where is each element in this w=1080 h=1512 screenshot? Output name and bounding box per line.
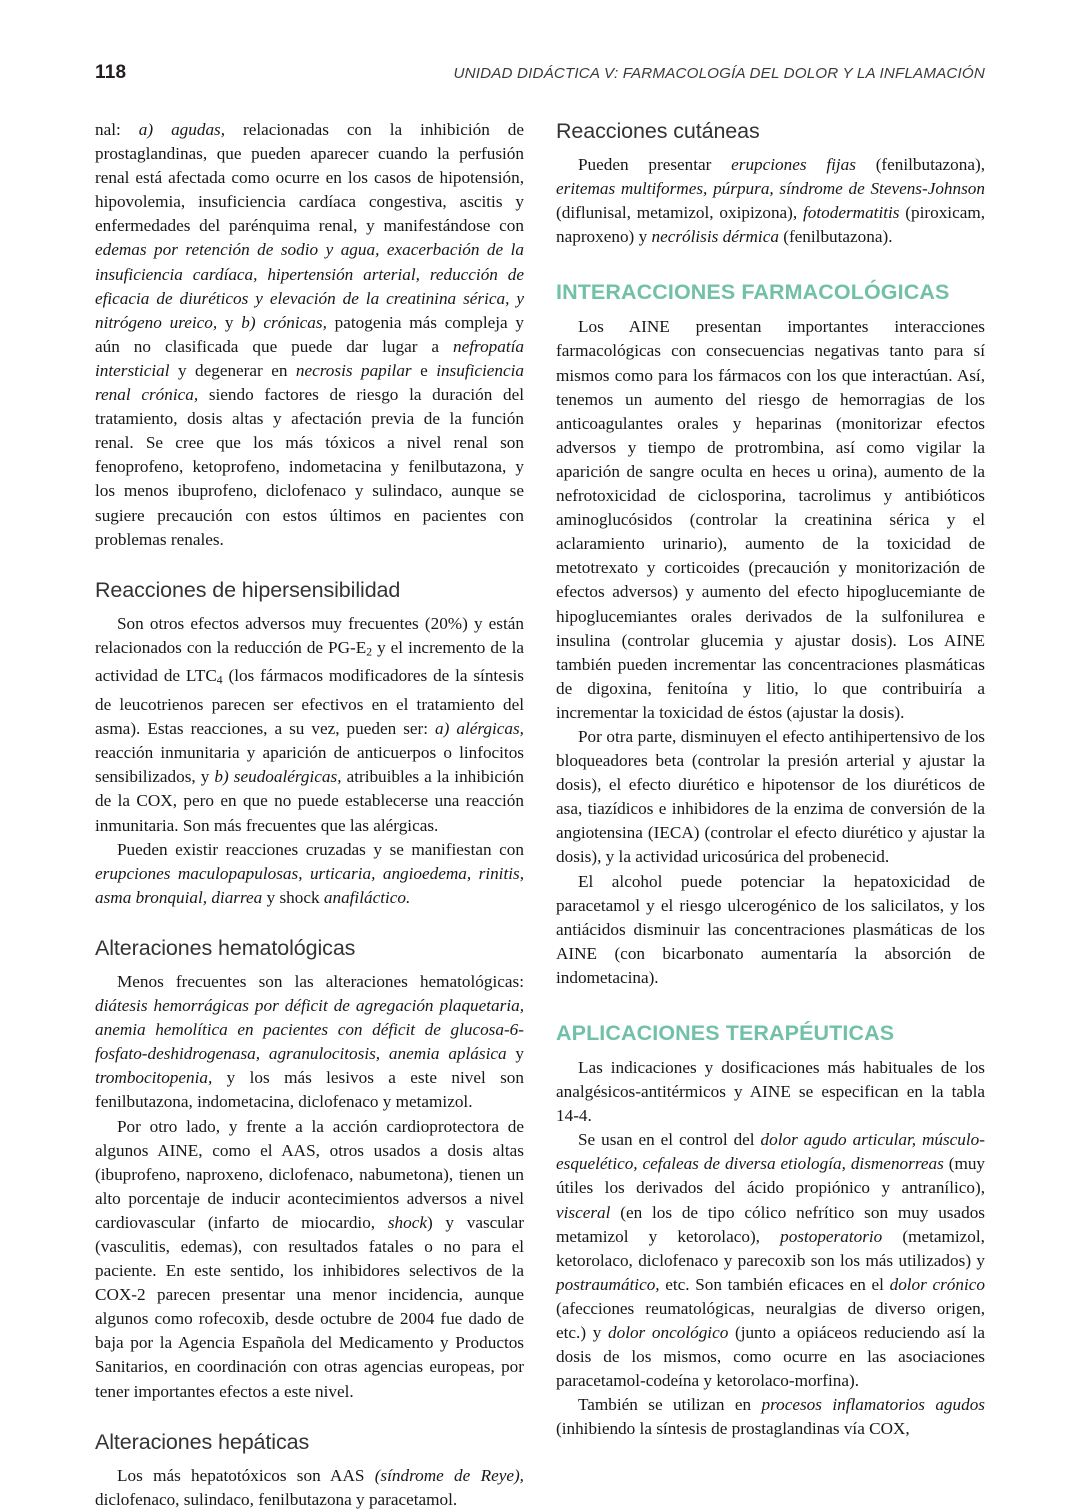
text-run: patogenia más compleja y aún no clasificada que puede dar lugar a [95, 312, 525, 356]
text-run-italic: procesos inflamatorios agudos [761, 1395, 985, 1415]
text-run: (muy útiles los derivados del ácido propiónico y antranílico), [556, 1154, 986, 1198]
text-run: reacción inmunitaria y aparición de anticuerpos o linfocitos sensibilizados, y [95, 743, 524, 787]
text-run: atribuibles a la inhibición de la COX, pero en que no puede establecerse una reacción inmunitaria. Son más frecuentes que las alérgicas. [95, 767, 524, 835]
text-run: Pueden existir reacciones cruzadas y se manifiestan con [117, 839, 524, 859]
page-number: 118 [95, 62, 127, 83]
paragraph-hipersensibilidad-1 [95, 612, 524, 838]
text-run-italic: a) alérgicas, [435, 719, 524, 739]
right-column [556, 118, 986, 1439]
subheading-reacciones-hipersensibilidad: Reacciones de hipersensibilidad [95, 577, 401, 602]
text-run-italic: postoperatorio [780, 1226, 883, 1246]
text-run: Se usan en el control del [578, 1130, 761, 1150]
text-run-italic: eritemas multiformes, púrpura, síndrome de Stevens-Johnson [556, 179, 985, 199]
text-run: y [506, 1044, 524, 1064]
text-run: (metamizol, ketorolaco, diclofenaco y parecoxib son los más utilizados) y [556, 1226, 985, 1270]
paragraph-renal-continued [95, 118, 524, 552]
subheading-alteraciones-hematologicas: Alteraciones hematológicas [95, 935, 356, 960]
text-run: e [411, 360, 437, 380]
running-header [95, 62, 985, 88]
text-run: y el incremento de la actividad de LTC [95, 637, 524, 686]
text-run-italic: edemas por retención de sodio y agua, exacerbación de la insuficiencia cardíaca, hipertensión arterial, reducción de eficacia de diuréticos y elevación de la creatinina sérica, y nitrógeno ureico, [95, 240, 524, 332]
text-run-italic: necrosis papilar [295, 360, 412, 380]
paragraph-aplicaciones-3 [556, 1393, 985, 1441]
text-run-italic: erupciones fijas [731, 155, 856, 174]
text-run-italic: fotodermatitis [803, 203, 900, 223]
paragraph-hematologicas-2 [95, 1115, 524, 1404]
section-heading-aplicaciones-terapeuticas: APLICACIONES TERAPÉUTICAS [556, 1021, 895, 1045]
text-run: relacionadas con la inhibición de prostaglandinas, que pueden aparecer cuando la perfusión renal está afectada como ocurre en los casos de hipotensión, hipovolemia, insuficiencia cardíaca congestiva, ascitis y enfermedades del parénquima renal, y manifestándose con [95, 120, 524, 236]
text-run: Son otros efectos adversos muy frecuentes (20%) y están relacionados con la reducción de PG-E [95, 613, 524, 657]
text-run: También se utilizan en [578, 1395, 762, 1415]
text-run-italic: trombocitopenia, [95, 1068, 213, 1088]
left-column [95, 118, 525, 1509]
text-run: etc. Son también eficaces en el [659, 1274, 890, 1294]
text-run-italic: dolor oncológico [608, 1323, 729, 1343]
text-run: Pueden presentar [578, 155, 732, 174]
text-run: y degenerar en [169, 360, 296, 380]
text-run: y los más lesivos a este nivel son fenilbutazona, indometacina, diclofenaco y metamizol. [95, 1068, 524, 1112]
text-run: diclofenaco, sulindaco, fenilbutazona y paracetamol. [95, 1489, 458, 1509]
text-run: Los más hepatotóxicos son AAS [117, 1465, 375, 1485]
text-run-italic: dolor crónico [889, 1274, 985, 1294]
two-column-body [95, 118, 986, 1509]
text-run-italic: erupciones maculopapulosas, urticaria, angioedema, rinitis, asma bronquial, diarrea [95, 863, 524, 907]
paragraph-cutaneas-1 [556, 153, 985, 249]
subheading-alteraciones-hepaticas: Alteraciones hepáticas [95, 1429, 310, 1454]
paragraph-interacciones-3: El alcohol puede potenciar la hepatoxicidad de paracetamol y el riesgo ulcerogénico de los salicilatos, y los antiácidos disminuir las concentraciones plasmáticas de los AINE (con bicarbonato aumentaría la absorción de indometacina). [556, 871, 985, 987]
text-run: ) y vascular (vasculitis, edemas), con resultados fatales o no para el paciente. En este sentido, los inhibidores selectivos de la COX-2 parecen presentar una menor incidencia, aunque algunos como rofecoxib, desde octubre de 2004 fue dado de baja por la Agencia Española del Medicamento y Productos Sanitarios, en coordinación con otras agencias europeas, por tener importantes efectos a este nivel. [95, 1212, 524, 1401]
text-run: Por otro lado, y frente a la acción cardioprotectora de algunos AINE, como el AAS, otros usados a dosis altas (ibuprofeno, naproxeno, diclofenaco, nabumetona), tienen un alto porcentaje de inducir acontecimientos adversos a nivel cardiovascular (infarto de miocardio, [95, 1116, 524, 1232]
text-run: (los fármacos modificadores de la síntesis de leucotrienos parecen ser efectivos en el tratamiento del asma). Estas reacciones, a su vez, pueden ser: [95, 666, 524, 739]
text-run-italic: anafiláctico. [323, 887, 411, 907]
paragraph-hipersensibilidad-2 [95, 838, 524, 910]
text-run-italic: postraumático, [556, 1274, 660, 1294]
paragraph-interacciones-2: Por otra parte, disminuyen el efecto antihipertensivo de los bloqueadores beta (controlar la presión arterial y ajustar la dosis), el efecto diurético e hipotensor de los diuréticos de asa, tiazídicos e inhibidores de la enzima de conversión de la angiotensina (IECA) (controlar el efecto diurético y ajustar la dosis), y la actividad uricosúrica del probenecid. [556, 726, 985, 867]
paragraph-aplicaciones-2 [556, 1128, 985, 1393]
text-run: (fenilbutazona). [778, 227, 893, 247]
text-run: Menos frecuentes son las alteraciones hematológicas: [117, 971, 524, 991]
text-run: siendo factores de riesgo la duración del tratamiento, dosis altas y afectación previa de la función renal. Se cree que los más tóxicos a nivel renal son fenoprofeno, ketoprofeno, indometacina y fenilbutazona, y los menos ibuprofeno, diclofenaco y sulindaco, aunque se sugiere precaución con estos últimos en pacientes con problemas renales. [95, 385, 524, 549]
text-run: (en los de tipo cólico nefrítico son muy usados metamizol y ketorolaco), [556, 1202, 985, 1246]
text-run-italic: insuficiencia renal crónica, [95, 360, 525, 405]
running-head-title: UNIDAD DIDÁCTICA V: FARMACOLOGÍA DEL DOLOR Y LA INFLAMACIÓN [453, 65, 985, 82]
text-run-italic: b) crónicas, [241, 312, 327, 332]
subheading-reacciones-cutaneas: Reacciones cutáneas [556, 119, 760, 143]
text-run-italic: (síndrome de Reye), [374, 1465, 524, 1485]
subscript-pge2: 2 [366, 645, 373, 659]
paragraph-aplicaciones-1: Las indicaciones y dosificaciones más habituales de los analgésicos-antitérmicos y AINE se especifican en la tabla 14-4. [556, 1058, 985, 1126]
text-run-italic: dolor agudo articular, músculo-esquelético, cefaleas de diversa etiología, dismenorreas [556, 1130, 985, 1174]
text-run: y shock [262, 887, 324, 907]
text-run-italic: nefropatía intersticial [95, 336, 524, 380]
text-run-italic: shock [387, 1212, 427, 1232]
text-run-italic: diátesis hemorrágicas por déficit de agregación plaquetaria, anemia hemolítica en pacientes con déficit de glucosa-6-fosfato-deshidrogenasa, agranulocitosis, anemia aplásica [95, 996, 524, 1064]
text-run: (fenilbutazona), [855, 155, 985, 174]
text-run: (diflunisal, metamizol, oxipizona), [556, 203, 804, 223]
subscript-ltc4: 4 [216, 674, 223, 687]
text-run: y [217, 312, 242, 332]
text-run-italic: b) seudoalérgicas, [214, 767, 342, 787]
text-run: nal: [95, 120, 139, 139]
text-run: (junto a opiáceos reduciendo así la dosis de los mismos, como ocurre en las asociaciones paracetamol-codeína y ketorolaco-morfina). [556, 1323, 985, 1391]
text-run: (afecciones reumatológicas, neuralgias de diverso origen, etc.) y [556, 1298, 985, 1343]
paragraph-hepaticas-1 [95, 1464, 524, 1512]
text-run: (piroxicam, naproxeno) y [556, 203, 985, 247]
text-run-italic: necrólisis dérmica [651, 227, 779, 247]
paragraph-interacciones-1: Los AINE presentan importantes interacciones farmacológicas con consecuencias negativas tanto para sí mismos como para los fármacos con los que interactúan. Así, tenemos un aumento del riesgo de hemorragias de los anticoagulantes orales y heparinas (monitorizar efectos adversos y tiempo de protrombina, así como vigilar la aparición de sangre oculta en heces u orina), aumento de la nefrotoxicidad de ciclosporina, tacrolimus y antibióticos aminoglucósidos (controlar la creatinina sérica y el aclaramiento urinario), aumento de la toxicidad de metotrexato y corticoides (precaución y monitorización de efectos adversos) y aumento del efecto hipoglucemiante de hipoglucemiantes orales derivados de la sulfonilurea e insulina (controlar glucemia y ajustar dosis). Los AINE también pueden incrementar las concentraciones plasmáticas de digoxina, fenitoína y litio, lo que contribuiría a incrementar la toxicidad de éstos (ajustar la dosis). [556, 317, 985, 722]
text-run: (inhibiendo la síntesis de prostaglandinas vía COX, [556, 1419, 910, 1439]
text-run-italic: a) agudas, [138, 120, 226, 139]
text-run-italic: visceral [556, 1202, 611, 1222]
section-heading-interacciones-farmacologicas: INTERACCIONES FARMACOLÓGICAS [556, 280, 950, 305]
paragraph-hematologicas-1 [95, 970, 524, 1115]
